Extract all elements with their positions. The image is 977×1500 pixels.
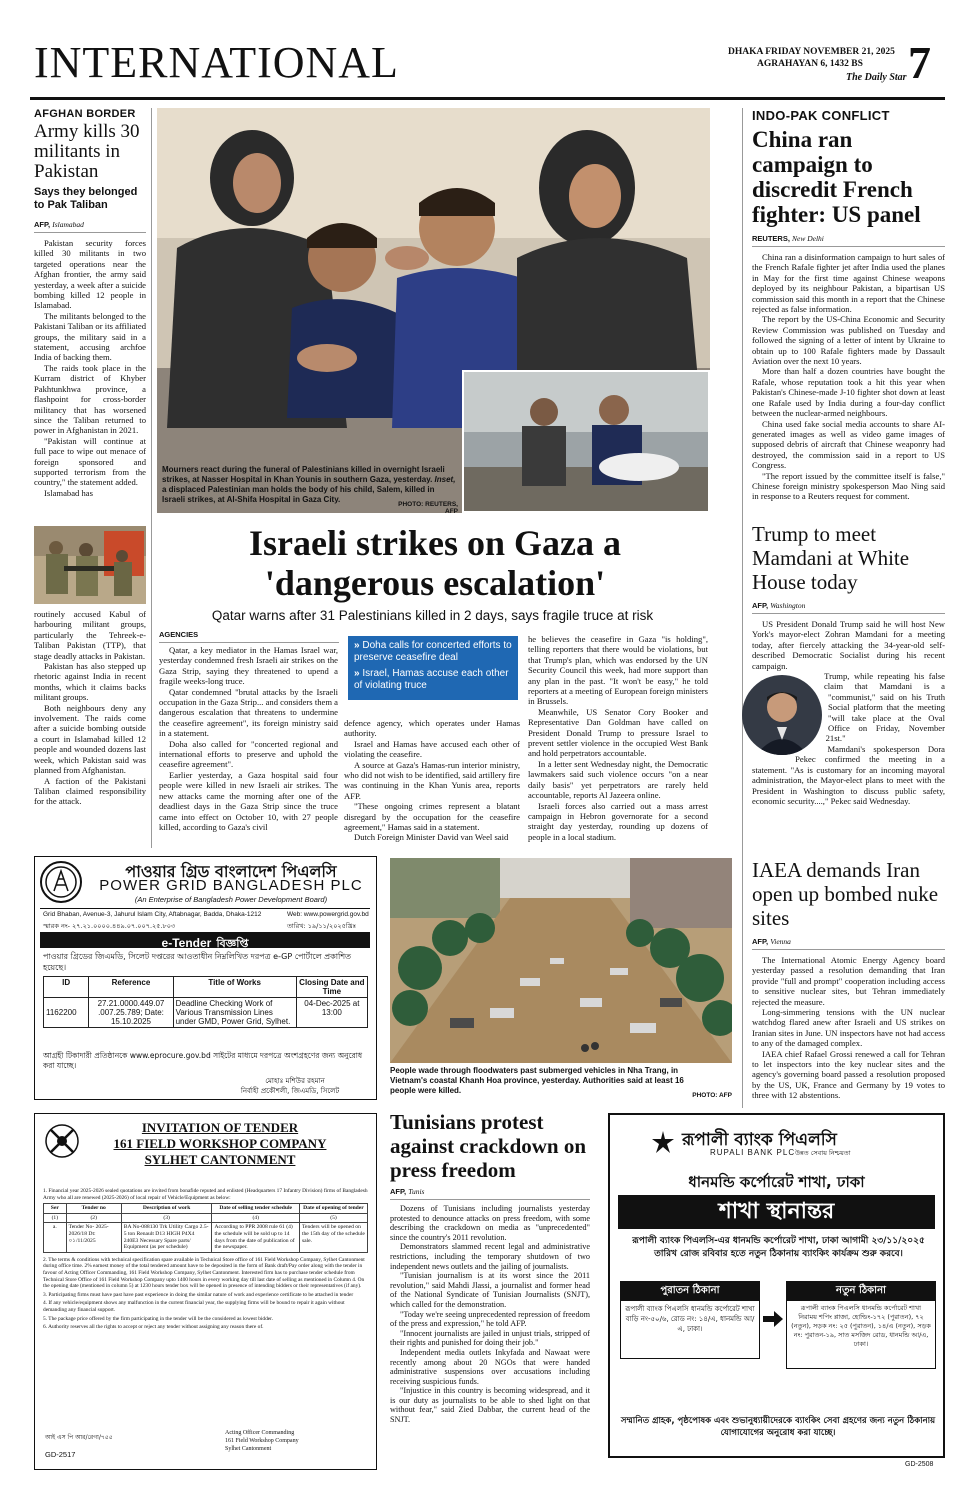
indopak-kicker: INDO-PAK CONFLICT [752,108,890,123]
tender-note-6 [43,1324,368,1331]
paragraph: Mamdani's spokesperson Dora Pekec confirmed the meeting in a statement. "As is customary for an incoming mayoral administration, the Mayor-elect plans to meet with the President in Washington to discuss public safety, economic security....," Pekec said Wednesday. [752,743,945,806]
pg-outro: আগ্রহী টিকাদারী প্রতিষ্ঠানকে www.eprocure.gov.bd সাইটের মাধ্যমে দরপত্রে অংশগ্রহণের জন্য অনুরোধ করা যাচ্ছে। [43,1051,363,1070]
note-num: 2. [43,1256,49,1263]
pg-tender-table [43,976,368,1028]
byline-agency: AFP, [34,220,51,229]
gaza-photo-caption [162,465,458,505]
masthead-rule [30,97,945,100]
td-k5: (5) [299,1213,367,1223]
tunisia-headline: Tunisians protest against crackdown on press freedom [390,1110,587,1182]
rupali-banner: শাখা স্থানান্তর [618,1195,935,1229]
note-text: Financial year 2025-2026 sealed quotations are invited from bonafide reputed and enlisted (Headquarters 17 Infantry Division) firms of Bangladesh Army who all are renewed (2025-2026) of local repair of Vehicle/Equipment as below: [43,1188,368,1201]
td-k3: (3) [121,1213,212,1223]
rupali-gd: GD-2508 [905,1461,934,1468]
pg-td-ref: 27.21.0000.449.07 .007.25.789; Date: 15.10.2025 [89,998,173,1028]
paragraph: Earlier yesterday, a Gaza hospital said four people were killed in new Israeli air strikes. The new attacks came the morning after one of the deadliest days in the Gaza Strip since the truce came into effect on October 10, with 27 people killed, according to Gaza's civil [159,769,338,832]
note-text: The terms & conditions with technical specification spare available in Technical Store office of 161 Field Workshop Company, Sylhet Cantonment during office time. 2% earnest money of the total tendered amount have to be deposited in the form of Bank draft/Pay order along with the tender in favour of Acting Officer Commanding, 161 Field Workshop Company, Sylhet Cantonment. Interested firm has to purchase tender schedule from Technical Store Office of 161 Field Workshop Company upto 1400 hours in every working day till last date of selling as mentioned in Column 4. On the opening date (mentioned in column 5) at 1230 hours tender box will be opened in presence of intending bidders or their representatives (if any). [43,1256,365,1290]
paragraph: Both neighbours deny any involvement. The raids come after a suicide bombing outside a court in Islamabad killed 12 people and wounded dozens last week, which Pakistan said was planned from Afghanistan. [34,702,146,776]
army-emblem-icon [43,1122,81,1160]
paper-name: The Daily Star [846,72,907,83]
paragraph: "Tunisian journalism is at its worst since the 2011 revolution," said Mahdi Jlassi, a journalist and former head of the National Syndicate of Tunisian Journalists (SNJT), which called for the demonstration. [390,1271,590,1309]
pg-th-ref: Reference [89,977,173,998]
afghan-headline: Army kills 30 militants in Pakistan [34,121,140,182]
afghan-byline [34,220,146,233]
pull-quote-2 [354,668,512,692]
indopak-story [752,108,945,502]
trump-story [752,522,945,806]
paragraph: Israel and Hamas have accused each other of violating the ceasefire. [344,738,520,760]
note-num: 1. [43,1188,49,1194]
afghan-subhead: Says they belonged to Pak Taliban [34,186,138,211]
paragraph: Pakistan security forces killed 30 militants in two targeted operations near the Afghan frontier, the army said yesterday, a week after a suicide bombing killed 12 people in Islamabad. [34,238,146,311]
pg-address: Grid Bhaban, Avenue-3, Jahurul Islam City, Aftabnagar, Badda, Dhaka-1212 [43,911,262,918]
rupali-logo [650,1129,676,1155]
power-grid-logo-icon [42,863,80,901]
rupali-bank-ad [608,1113,945,1458]
rupali-old-box [620,1281,760,1359]
tender-note-3 [43,1292,368,1299]
chevron-icon: » [354,640,363,651]
rupali-branch: ধানমন্ডি কর্পোরেট শাখা, ঢাকা [688,1173,865,1191]
pg-title-en: POWER GRID BANGLADESH PLC [99,877,363,894]
byline-place: Tunis [408,1187,425,1196]
paragraph: "Injustice in this country is becoming widespread, and it is our duty as journalists to be able to shed light on that without fear," said Zied Dabbar, the current head of the SNJT. [390,1386,590,1425]
rupali-notice: রূপালী ব্যাংক পিএলসি-এর ধানমন্ডি কর্পোরেট শাখা, ঢাকা আগামী ২৩/১১/২০২৫ তারিখ রোজ রবিবার হতে নতুন ঠিকানায় ব্যাংকিং কার্যক্রম শুরু করবে। [632,1236,925,1259]
paragraph: China used fake social media accounts to share AI-generated images as well as video game images of supposed debris of aircraft that Chinese weaponry had destroyed, the commission said in a report to US Congress. [752,418,945,471]
tender-sig-3: Sylhet Cantonment [225,1446,272,1452]
indopak-headline: China ran campaign to discredit French fighter: US panel [752,127,921,227]
old-address: রূপালী ব্যাংক পিএলসি ধানমন্ডি কর্পোরেট শাখা বাড়ি নং-৫০/৬, রোড নং: ১৪/এ, ধানমন্ডি আ/এ, ঢাকা। [625,1305,755,1333]
trump-headline: Trump to meet Mamdani at White House today [752,522,910,594]
th-date: Date of selling tender schedule [212,1204,299,1214]
pull-quote-1 [354,640,512,664]
pg-td-id: 1162200 [44,998,89,1028]
paragraph: Qatar, a key mediator in the Hamas Israel war, yesterday condemned fresh Israeli air strikes on the Gaza Strip, saying they threatened to upend a fragile weeks-long truce. [159,645,338,687]
byline-place: Washington [770,601,806,610]
gaza-inset-photo [462,370,710,513]
paragraph: "The report issued by the committee itself is false," Chinese foreign ministry spokesperson Mao Ning said in response to a Reuters request for comment. [752,470,945,502]
caption-main: Mourners react during the funeral of Palestinians killed in overnight Israeli strikes, at Nasser Hospital in Khan Younis in southern Gaza, yesterday. [162,465,445,484]
gaza-subhead: Qatar warns after 31 Palestinians killed in 2 days, says fragile truce at risk [211,608,654,623]
rupali-name-en: RUPALI BANK PLC [710,1148,796,1157]
gaza-col-3 [528,634,708,842]
byline-place: Islamabad [52,220,84,229]
tender-line-3: SYLHET CANTONMENT [144,1152,296,1167]
paragraph: Pakistan has also stepped up rhetoric against India in recent months, which it claims backs militant groups. [34,661,146,703]
pg-intro: পাওয়ার গ্রিডের জিএমডি, সিলেট দপ্তরের আওতাধীন নিম্নলিখিত দরপত্র e-GP পোর্টালে প্রকাশিত হয়েছে। [43,952,352,972]
afghan-body-top [34,238,146,498]
paragraph: Israeli forces also carried out a mass arrest campaign in Hebron governorate for a second straight day yesterday, rounding up dozens of people in a local stadium. [528,800,708,842]
paragraph: "Pakistan will continue at full pace to wipe out menace of foreign sponsored and supported terrorism from the country," the statement added. [34,435,146,488]
section-title: INTERNATIONAL [34,38,399,87]
note-num: 6. [43,1324,49,1331]
paragraph: "Innocent journalists are jailed in unjust trials, stripped of their rights and punished for doing their job." [390,1328,590,1348]
iaea-headline: IAEA demands Iran open up bombed nuke sites [752,858,939,930]
rupali-logo-icon [650,1129,676,1155]
gaza-inset-photo-image [464,372,710,513]
trump-byline [752,601,945,614]
td-k1: (1) [44,1213,67,1223]
paragraph: The raids took place in the Kurram district of Khyber Pakhtunkhwa province, a flashpoint for cross-border militancy that has worsened since the Taliban returned to power in Afghanistan in 2021. [34,362,146,436]
gaza-col-1 [159,645,338,832]
note-text: If any vehicle/equipment shows any malfunction in the current financial year, the supplying firms will be bound to repair it again without demanding any financial support. [43,1300,345,1313]
paragraph: "These ongoing crimes represent a blatant disregard by the occupation for the ceasefire agreement," Hamas said in a statement. [344,801,520,833]
byline-place: New Delhi [792,234,824,243]
paragraph: routinely accused Kabul of harbouring militant groups, particularly the Tehreek-e-Taliban Pakistan (TTP), that stage deadly attacks in Pakistan. [34,609,146,661]
tender-note-5 [43,1316,368,1323]
gaza-col-2 [344,718,520,843]
paragraph: A faction of the Pakistani Taliban claimed responsibility for the attack. [34,775,146,807]
column-rule-left [151,108,152,848]
tunisia-body [390,1204,590,1425]
pg-th-close: Closing Date and Time [296,977,367,998]
paragraph: Independent media outlets Inkyfada and Nawaat were recently among about 20 NGOs that were handed administrative suspensions over accusations including receiving suspicious funds. [390,1347,590,1386]
trump-body [752,619,945,806]
pg-title-bn: পাওয়ার গ্রিড বাংলাদেশ পিএলসি [125,862,337,881]
paragraph: Qatar condemned "brutal attacks by the Israeli occupation in the Gaza Strip... and considers them a dangerous escalation that threatens to undermine the ceasefire agreement", its foreign ministry said in a statement. [159,686,338,739]
afghan-story-cont [34,609,146,849]
pg-banner-bn: বিজ্ঞপ্তি [216,937,249,950]
paragraph: Dutch Foreign Minister David van Weel said [354,832,509,843]
pg-subtitle: (An Enterprise of Bangladesh Power Development Board) [134,895,328,904]
afghan-kicker: AFGHAN BORDER [34,108,136,120]
caption-inset-label: Inset, [434,475,456,484]
byline-agency: REUTERS, [752,234,790,243]
note-text: The package price offered by the firm participating in the tender will be the considered as lowest bidder. [48,1315,274,1322]
tunisia-story [390,1110,590,1425]
byline-agency: AFP, [390,1187,407,1196]
td-date: According to PPR 2008 rule 61 (4) the schedule will be sold up to 14 days from the date of publication of the newspaper. [212,1223,299,1252]
indopak-body [752,252,945,502]
pg-divider [40,908,370,909]
tender-sig-1: Acting Officer Commanding [225,1430,295,1436]
iaea-story [752,858,945,1101]
rupali-closing: সম্মানিত গ্রাহক, পৃষ্ঠপোষক এবং শুভানুধ্যায়ীদেরকে ব্যাংকিং সেবা গ্রহণের জন্য নতুন ঠিকানায় যোগাযোগের অনুরোধ করা যাচ্ছে। [620,1416,936,1438]
iaea-byline [752,937,945,950]
gaza-headline: Israeli strikes on Gaza a 'dangerous escalation' [249,523,621,603]
byline-place: Vienna [770,937,791,946]
tender-code: আই এস পি আর/রেগা/৭৫৫ [45,1434,113,1441]
paragraph: Islamabad has [44,487,93,498]
note-text: Authority reserves all the rights to accept or reject any tender without assigning any reason there of. [48,1324,264,1331]
power-grid-ad [34,856,377,1100]
paragraph: More than half a dozen countries have bought the Rafale, whose reputation took a hit this year when Pakistan's Chinese-made J-10 fighter shot down at least one Rafale used by India during a four-day conflict between the nuclear-armed neighbours. [752,366,945,419]
gaza-pull-quotes [348,636,518,700]
flood-photo-image [390,858,732,1063]
tender-line-2: 161 FIELD WORKSHOP COMPANY [113,1136,327,1151]
power-grid-logo [40,861,82,903]
td-k4: (4) [212,1213,299,1223]
td-open: Tenders will be opened on the 15th day of the schedule sale. [299,1223,367,1252]
page-number: 7 [908,37,931,88]
pg-date: তারিখ: ১৯/১১/২০২৫খ্রিঃ [287,922,357,930]
paragraph: China ran a disinformation campaign to hurt sales of the French Rafale fighter jet after India used the planes in May for the first time against Chinese weapons deployed by its neighbour Pakistan, a bipartisan US commission said this month in a report that the Chinese rejected as false information. [752,252,945,315]
tender-sig-2: 161 Field Workshop Company [225,1438,299,1444]
paragraph: Doha also called for "concerted regional and international efforts to preserve and uphold the ceasefire agreement". [159,738,338,770]
tender-gd: GD-2517 [45,1450,76,1459]
pg-banner [40,932,370,948]
tender-note-2 [43,1257,368,1290]
note-text: Participating firms must have past have past experience in doing the similar nature of work and experience certificate to be attached in tender [48,1291,354,1298]
paragraph: "Today we're seeing unprecedented repression of freedom of the press and expression," he told AFP. [390,1309,590,1329]
flood-credit: PHOTO: AFP [692,1092,732,1099]
td-k2: (2) [66,1213,121,1223]
chevron-icon: » [354,668,363,679]
note-num: 4. [43,1300,49,1307]
soldiers-photo-image [34,526,146,604]
pg-memo: স্মারক নং- ২৭.২১.০০০০.৪৪৯.০৭.০০৭.২৫.৮০৩ [43,922,176,930]
masthead [30,36,945,98]
soldiers-photo [34,526,146,604]
th-open: Date of opening of tender [299,1204,367,1214]
column-rule-right [742,108,743,1108]
army-emblem [43,1122,81,1160]
pull-quote-2-text: Israel, Hamas accuse each other of violating truce [354,668,509,691]
field-workshop-tender-ad [34,1113,377,1470]
paragraph: Dozens of Tunisians including journalists yesterday protested to denounce attacks on press freedom, with some describing the crackdown on media as "unprecedented" since the country's 2011 revolution. [390,1204,590,1242]
paragraph: Meanwhile, US Senator Cory Booker and Representative Dan Goldman have called on President Donald Trump to pressure Israel to prevent settler violence in the occupied West Bank and hold perpetrators accountable. [528,706,708,759]
byline-agency: AFP, [752,601,769,610]
table-row [44,998,368,1028]
old-address-label: পুরাতন ঠিকানা [621,1282,759,1301]
td-no: Tender No- 2025-2026/18 Dt: ০১/11/2025 [66,1223,121,1252]
pg-th-title: Title of Works [173,977,296,998]
paragraph: Long-simmering tensions with the UN nuclear watchdog flared anew after Israeli and US strikes on Iranian sites in June. UN inspectors have not had access to any of the damaged complex. [752,1007,945,1049]
iaea-body [752,955,945,1101]
rupali-tagline: উন্নত সেবায় নিশ্চয়তা [795,1149,851,1157]
caption-inset: a displaced Palestinian man holds the body of his child, Salem, killed in Israeli strikes, at Al-Shifa Hospital in Gaza City. [162,485,435,504]
indopak-byline [752,234,945,247]
paragraph: Trump, while repeating his false claim that Mamdani is a "communist," said on his Truth Social platform that the meeting "will take place at the Oval Office on Friday, November 21st." [823,671,945,744]
flood-caption: People wade through floodwaters past submerged vehicles in Nha Trang, in Vietnam's coastal Khanh Hoa province, yesterday. Authorities said at least 16 people were killed. [390,1066,684,1095]
new-address-label: নতুন ঠিকানা [787,1282,935,1301]
paragraph: defence agency, which operates under Hamas authority. [344,718,520,739]
th-ser: Ser [44,1204,67,1214]
paragraph: The report by the US-China Economic and Security Review Commission was published on Tuesday and followed the signing of a letter of intent by Ukraine to obtain up to 100 Rafale fighters made by Dassault Aviation over the next 10 years. [752,314,945,367]
byline-agency: AFP, [752,937,769,946]
dateline: DHAKA FRIDAY NOVEMBER 21, 2025 [728,47,895,57]
note-num: 5. [43,1315,49,1322]
paragraph: The militants belonged to the Pakistani Taliban or its affiliated groups, the military said in a statement, accusing archfoe India of backing them. [34,310,146,363]
tender-body [43,1188,368,1333]
pg-web: Web: www.powergrid.gov.bd [287,911,369,918]
tender-note-4 [43,1300,368,1313]
bengali-date: AGRAHAYAN 6, 1432 BS [757,59,863,69]
paragraph: US President Donald Trump said he will host New York's mayor-elect Zohran Mamdani for a meeting today, after fiercely attacking the 34-year-old self-described Democratic Socialist during his recent campaign. [752,619,945,671]
rupali-new-box [786,1281,936,1369]
paragraph: A source at Gaza's Hamas-run interior ministry, who did not wish to be identified, said artillery fire was continuing in the Khan Yunis area, reports AFP. [344,759,520,801]
th-desc: Description of work [121,1204,212,1214]
mamdani-photo-image [742,675,822,755]
tunisia-byline [390,1187,590,1200]
tender-note-1 [43,1188,368,1201]
pg-sign-name: মোহাঃ মশিউর রহমান [265,1077,325,1085]
table-row [44,1223,368,1252]
afghan-body-bottom [34,609,146,807]
tender-table [43,1203,368,1253]
paragraph: The International Atomic Energy Agency board yesterday passed a resolution demanding that Iran provide "full and prompt" cooperation including access to sensitive nuclear sites, but Tehran immediately rejected the measure. [752,955,945,1007]
pg-sign-title: নির্বাহী প্রকৌশলী, জিএমডি, সিলেট [240,1087,340,1095]
pg-banner-en: e-Tender [161,936,212,950]
paragraph: he believes the ceasefire in Gaza "is holding", telling reporters that there would be violations, but that Trump's plan, which was endorsed by the UN Security Council this week, had more support than any plan in the past. "It won't be easy," he told reporters at a meeting of European foreign ministers in Brussels. [528,634,708,707]
arrow-right-icon [763,1311,783,1327]
rupali-name-bn: রূপালী ব্যাংক পিএলসি [682,1130,837,1150]
gaza-byline: AGENCIES [159,630,339,643]
paragraph: In a letter sent Wednesday night, the Democratic lawmakers said such violence occurs "on a near daily basis" yet perpetrators are rarely held accountable, reports Al Jazeera online. [528,758,708,801]
pull-quote-1-text: Doha calls for concerted efforts to preserve ceasefire deal [354,640,512,663]
pg-th-id: ID [44,977,89,998]
flood-photo [390,858,732,1063]
mamdani-photo [742,675,822,755]
tender-line-1: INVITATION OF TENDER [141,1120,299,1135]
new-address: রূপালী ব্যাংক পিএলসি ধানমন্ডি কর্পোরেট শাখা নিরাময় শপিং প্লাজা, হোল্ডিং-১৭২ (পুরাতন), ৭২ (নতুন), সড়ক নং: ২৫ (পুরাতন), ১৪/এ (নতুন), সড়ক নং: পুরাতন-১৯, সাত মসজিদ রোড, ধানমন্ডি আ/এ, ঢাকা। [791,1304,931,1348]
td-ser: a. [44,1223,67,1252]
th-tender-no: Tender no [66,1204,121,1214]
gaza-photo-credit: PHOTO: REUTERS, AFP [398,501,458,515]
paragraph: Demonstrators slammed recent legal and administrative restrictions, including the temporary shutdown of two independent news outlets and the jailing of journalists. [390,1242,590,1271]
pg-td-title: Deadline Checking Work of Various Transmission Lines under GMD, Power Grid, Sylhet. [173,998,296,1028]
paragraph: IAEA chief Rafael Grossi renewed a call for Tehran to let inspectors into the key nuclear sites and the agency's governing board passed a resolution proposed by the US, UK, France and Germany by 19 votes to three with 12 abstentions. [752,1048,945,1101]
note-num: 3. [43,1291,49,1298]
pg-table [43,976,368,1028]
td-desc: BA No-088130 Trk Utility Cargo 2.5-5 ton Renault D13 HIGH P4X4 240E3 Necessary Spare parts/ Equipment (as per schedule) [121,1223,212,1252]
pg-td-close: 04-Dec-2025 at 13:00 [296,998,367,1028]
